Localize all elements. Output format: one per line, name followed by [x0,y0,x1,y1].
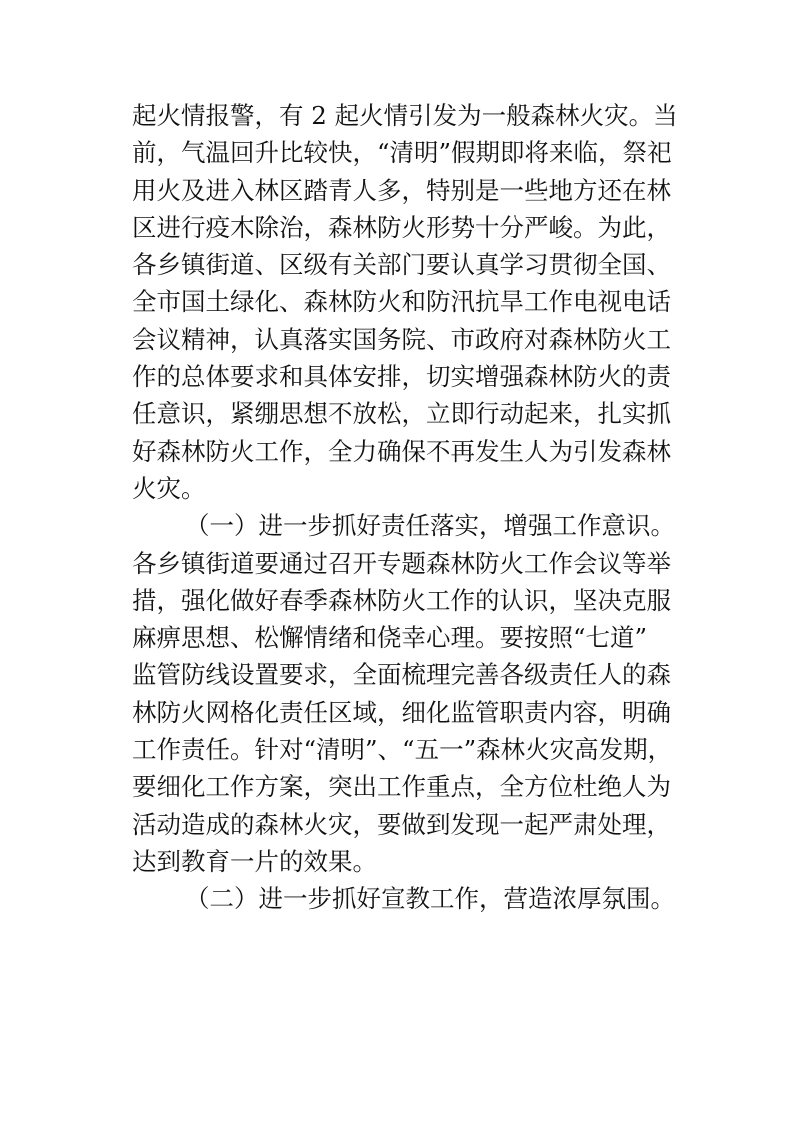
text-line-17: 林防火网格化责任区域，细化监管职责内容，明确 [132,697,671,727]
text-line-9: 任意识，紧绷思想不放松，立即行动起来，扎实抓 [132,399,671,429]
text-line-4: 区进行疫木除治，森林防火形势十分严峻。为此， [132,212,671,242]
text-line-15: 麻痹思想、松懈情绪和侥幸心理。要按照“七道” [132,623,648,653]
text-line-8: 作的总体要求和具体安排，切实增强森林防火的责 [132,362,671,392]
text-line-1: 起火情报警，有 2 起火情引发为一般森林火灾。当 [132,101,678,130]
section-heading-2: （二）进一步抓好宣教工作，营造浓厚氛围。 [185,884,675,914]
text-line-7: 会议精神，认真落实国务院、市政府对森林防火工 [132,324,671,354]
text-line-14: 措，强化做好春季森林防火工作的认识，坚决克服 [132,585,671,615]
text-line-10: 好森林防火工作，全力确保不再发生人为引发森林 [132,436,671,466]
text-line-5: 各乡镇街道、区级有关部门要认真学习贯彻全国、 [132,250,671,280]
text-line-21: 达到教育一片的效果。 [132,846,377,876]
text-line-20: 活动造成的森林火灾，要做到发现一起严肃处理， [132,809,671,839]
text-line-11: 火灾。 [132,473,206,503]
text-line-2: 前，气温回升比较快，“清明”假期即将来临，祭祀 [132,138,672,168]
text-line-16: 监管防线设置要求，全面梳理完善各级责任人的森 [132,660,671,690]
body-text [132,97,692,918]
section-heading-1: （一）进一步抓好责任落实，增强工作意识。 [185,511,675,541]
text-line-13: 各乡镇街道要通过召开专题森林防火工作会议等举 [132,548,671,578]
text-line-3: 用火及进入林区踏青人多，特别是一些地方还在林 [132,175,671,205]
text-line-18: 工作责任。针对“清明”、“五一”森林火灾高发期， [132,735,673,765]
text-line-6: 全市国土绿化、森林防火和防汛抗旱工作电视电话 [132,287,671,317]
text-line-19: 要细化工作方案，突出工作重点，全方位杜绝人为 [132,772,671,802]
